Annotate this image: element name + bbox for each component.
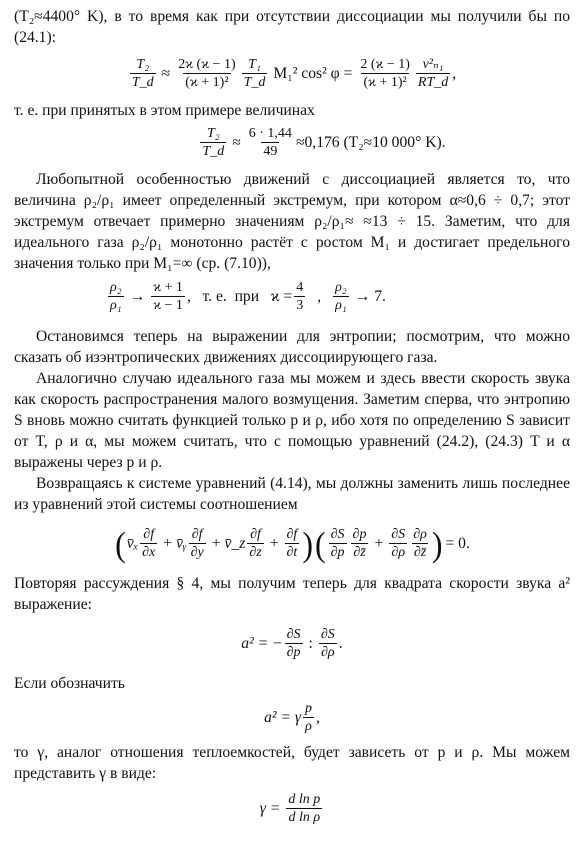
paragraph-7: Повторяя рассуждения § 4, мы получим теперь для квадрата скорости звука a² выражение: (14, 575, 570, 613)
a2-gamma: a² = γ (264, 709, 302, 727)
frac-dS-dp: $\frac{\partial S}{\partial p}$ (330, 527, 345, 560)
frac-rho2-rho1-b: $\frac{\text{ρ₂}}{\text{ρ₁}}$ (335, 280, 347, 313)
formula-density-limit: $\frac{\text{ρ₂}}{\text{ρ₁}}$ → $\frac{ϰ + 1}{ϰ - 1}$ , т. е. при ϰ = $\frac{4}{3}$ , $\frac{\text{ρ₂}}{\text{ρ₁}}$ → 7. (110, 280, 386, 313)
frac-drho-dz: $\frac{\partial\rho}{\partial z̄}$ (413, 527, 427, 560)
frac-dS-drho-2: $\frac{\partial S}{\partial\rho}$ (320, 627, 335, 660)
frac-t2-td-2: $\frac{\text{T₂}}{T\_d}$ (202, 126, 225, 159)
frac-p-rho: $\frac{p}{\rho}$ (305, 701, 313, 734)
equals-zero: = 0. (445, 535, 470, 553)
vz: v̄_z (224, 535, 246, 553)
frac-dlnp-dlnrho: $\frac{\text{d ln p}}{\text{d ln ρ}}$ (288, 792, 321, 825)
formula-entropy-equation: ( v̄ₓ $\frac{\partial f}{\partial x}$ + v̄ᵧ $\frac{\partial f}{\partial y}$ + v̄_z $\frac{\partial f}{\partial z}$ + $\frac{\partial f}{\partial t}$ ) ( $\frac{\partial S}{\partial p}$ $\frac{\partial p}{\partial z̄}$ + $\frac{\partial S}{\partial\rho}$ $\frac{\partial\rho}{\partial z̄}$ ) = 0. (115, 524, 470, 564)
paragraph-9: то γ, аналог отношения теплоемкостей, будет зависеть от p и ρ. Мы можем представить γ в виде: (14, 744, 570, 782)
paragraph-6: Возвращаясь к системе уравнений (4.14), мы должны заменить лишь последнее из уравнений этой системы соотношением (14, 475, 570, 513)
formula-gamma-def (14, 694, 570, 742)
frac-2k-1: $\frac{2 (ϰ - 1)}{\text{(ϰ + 1)²}}$ (360, 57, 410, 90)
paragraph-1: (T₂≈4400° K), в то время как при отсутствии диссоциации мы получили бы по (24.1): (14, 8, 570, 46)
frac-6-144-49: $\frac{6 \cdot 1,44}{49}$ (248, 126, 292, 159)
paragraph-5: Аналогично случаю идеального газа мы можем и здесь ввести скорость звука как скорость распространения малого возмущения. Заметим сперва, что энтропию S вновь можно считать функцией только p и ρ, ибо хотя по определению S зависит от T, ρ и α, мы можем считать, что с помощью уравнений (24.2), (24.3) T и α выражены через p и ρ. (14, 370, 570, 471)
frac-rho2-rho1: $\frac{\text{ρ₂}}{\text{ρ₁}}$ (110, 280, 122, 313)
formula-limit-7: → 7. (354, 288, 386, 306)
paragraph-3: Любопытной особенностью движений с диссоциацией является то, что величина ρ₂/ρ₁ имеет определенный экстремум, при котором α≈0,6 ÷ 0,7; этот экстремум отвечает примерно значениям ρ₂/ρ₁≈ ≈13 ÷ 15. Заметим, что для идеального газа ρ₂/ρ₁ монотонно растёт с ростом M₁ и достигает предельного значения только при M₁=∞ (ср. (7.10)), (14, 171, 570, 272)
formula-gamma-log (14, 784, 570, 834)
formula-temperature-ratio: $\frac{\text{T₂}}{T\_d}$ ≈ $\frac{2ϰ (ϰ - 1)}{\text{(ϰ + 1)²}}$ $\frac{\text{T₁}}{T\_d}$ M₁² cos² φ = $\frac{2 (ϰ - 1)}{\text{(ϰ + 1)²}}$ $\frac{\text{v²ₙ₁}}{RT\_d}$ , (131, 57, 457, 90)
frac-dS-drho: $\frac{\partial S}{\partial\rho}$ (391, 527, 406, 560)
mach-cos: M₁² cos² φ = (273, 65, 353, 83)
paragraph-8: Если обозначить (14, 675, 125, 692)
frac-df-dz: $\frac{\partial f}{\partial z}$ (249, 527, 262, 560)
formula-sound-speed (14, 615, 570, 673)
frac-df-dy: $\frac{\partial f}{\partial y}$ (190, 527, 204, 560)
frac-dS-dp-2: $\frac{\partial S}{\partial p}$ (286, 627, 301, 660)
frac-df-dx: $\frac{\partial f}{\partial x}$ (142, 527, 156, 560)
frac-t1-td: $\frac{\text{T₁}}{T\_d}$ (243, 57, 266, 90)
frac-df-dt: $\frac{\partial f}{\partial t}$ (286, 527, 298, 560)
formula-numeric-ratio: $\frac{\text{T₂}}{T\_d}$ ≈ $\frac{6 \cdot 1,44}{49}$ ≈0,176 (T₂≈10 000° K). (202, 126, 446, 159)
frac-v2-rtd: $\frac{\text{v²ₙ₁}}{RT\_d}$ (417, 57, 449, 90)
frac-t2-td: $\frac{\text{T₂}}{T\_d}$ (131, 57, 154, 90)
vy: v̄ᵧ (176, 535, 187, 553)
frac-4-3: $\frac{4}{3}$ (296, 280, 304, 313)
page (14, 6, 570, 834)
comma: , (316, 709, 320, 727)
frac-2k: $\frac{2ϰ (ϰ - 1)}{\text{(ϰ + 1)²}}$ (178, 57, 236, 90)
formula-result: ≈0,176 (T₂≈10 000° K). (295, 134, 446, 152)
paragraph-4: Остановимся теперь на выражении для энтропии; посмотрим, что можно сказать об изэнтропических движениях диссоциирующего газа. (14, 328, 570, 366)
colon: : (308, 635, 313, 653)
gamma-lhs: γ = (259, 800, 281, 818)
frac-dp-dz: $\frac{\partial p}{\partial z̄}$ (352, 527, 367, 560)
vx: v̄ₓ (126, 535, 139, 553)
period: . (338, 635, 343, 653)
frac-k1-k1: $\frac{ϰ + 1}{ϰ - 1}$ (153, 280, 183, 313)
paragraph-2: т. е. при принятых в этом примере величинах (14, 102, 315, 119)
a2-lhs: a² = − (241, 635, 283, 653)
formula-tail: , (452, 65, 457, 83)
formula-mid-text: , т. е. при ϰ = (186, 288, 293, 306)
